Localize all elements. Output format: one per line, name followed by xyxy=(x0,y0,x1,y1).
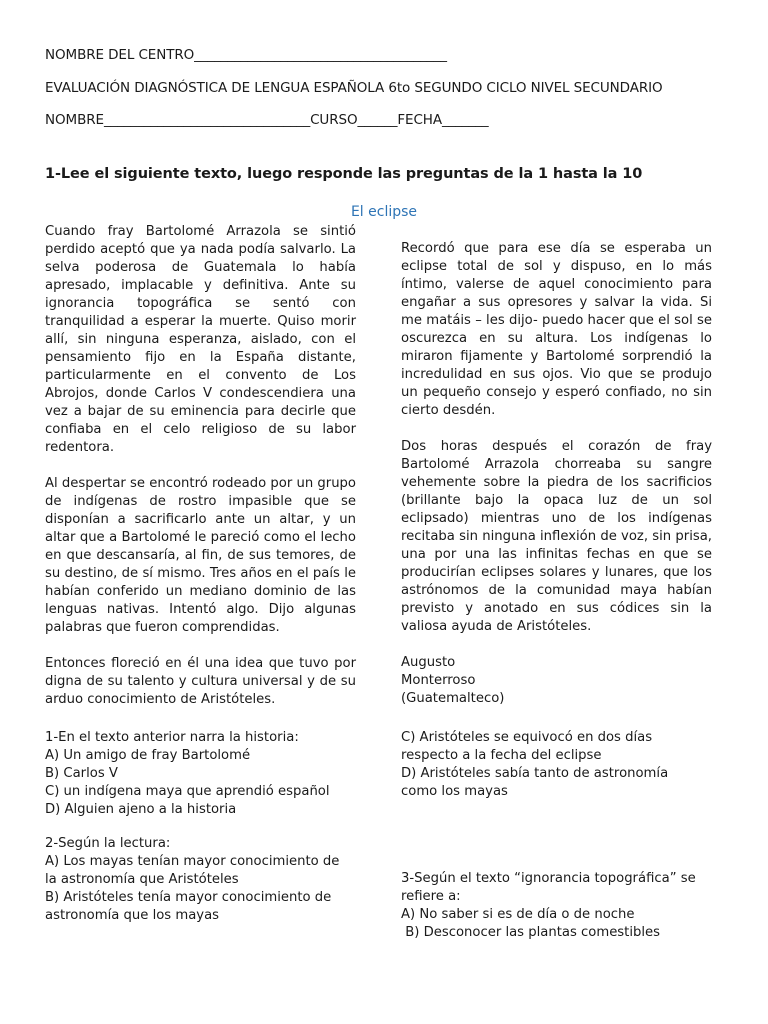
author-nationality: (Guatemalteco) xyxy=(401,691,505,706)
evaluation-title: EVALUACIÓN DIAGNÓSTICA DE LENGUA ESPAÑOLA 6to SEGUNDO CICLO NIVEL SECUNDARIO xyxy=(45,80,663,96)
answer-option: D) Alguien ajeno a la historia xyxy=(45,802,237,817)
answer-option: A) Los mayas tenían mayor conocimiento de xyxy=(45,854,340,869)
story-right-column xyxy=(401,240,712,708)
question-text: 2-Según la lectura: xyxy=(45,836,171,851)
answer-option-cont: la astronomía que Aristóteles xyxy=(45,872,239,887)
story-paragraph: Recordó que para ese día se esperaba un eclipse total de sol y dispuso, en lo más íntimo, valerse de aquel conocimiento para engañar a sus opresores y salvar la vida. Si me matáis – les dijo- puedo hacer que el sol se oscurezca en su altura. Los indígenas lo miraron fijamente y Bartolomé sorprendió la incredulidad en sus ojos. Vio que se produjo un pequeño consejo y esperó confiado, no sin cierto desdén. xyxy=(401,241,712,418)
question-1 xyxy=(45,729,330,819)
school-name-line: NOMBRE DEL CENTRO______________________________________ xyxy=(45,47,447,63)
question-3 xyxy=(401,870,696,942)
instruction-heading: 1-Lee el siguiente texto, luego responde las preguntas de la 1 hasta la 10 xyxy=(45,166,643,182)
answer-option: A) No saber si es de día o de noche xyxy=(401,907,635,922)
answer-option: A) Un amigo de fray Bartolomé xyxy=(45,748,251,763)
answer-option: B) Aristóteles tenía mayor conocimiento de xyxy=(45,890,332,905)
author-first-name: Augusto xyxy=(401,655,456,670)
answer-option: C) Aristóteles se equivocó en dos días xyxy=(401,730,653,745)
story-paragraph: Cuando fray Bartolomé Arrazola se sintió perdido aceptó que ya nada podía salvarlo. La selva poderosa de Guatemala lo había apresado, implacable y definitiva. Ante su ignorancia topográfica se sentó con tranquilidad a esperar la muerte. Quiso morir allí, sin ninguna esperanza, aislado, con el pensamiento fijo en la España distante, particularmente en el convento de Los Abrojos, donde Carlos V condescendiera una vez a bajar de su eminencia para decirle que confiaba en el celo religioso de su labor redentora. xyxy=(45,224,356,455)
student-info-line: NOMBRE_______________________________CURSO______FECHA_______ xyxy=(45,112,489,128)
question-text: 3-Según el texto “ignorancia topográfica” se xyxy=(401,871,696,886)
question-text-cont: refiere a: xyxy=(401,889,461,904)
story-left-column xyxy=(45,223,356,709)
question-2-continued xyxy=(401,729,668,801)
question-2 xyxy=(45,835,339,925)
answer-option-cont: respecto a la fecha del eclipse xyxy=(401,748,602,763)
question-text: 1-En el texto anterior narra la historia: xyxy=(45,730,299,745)
story-paragraph: Al despertar se encontró rodeado por un grupo de indígenas de rostro impasible que se disponían a sacrificarlo ante un altar, y un altar que a Bartolomé le pareció como el lecho en que descansaría, al fin, de sus temores, de su destino, de sí mismo. Tres años en el país le habían conferido un mediano dominio de las lenguas nativas. Intentó algo. Dijo algunas palabras que fueron comprendidas. xyxy=(45,476,356,635)
story-paragraph: Entonces floreció en él una idea que tuvo por digna de su talento y cultura universal y de su arduo conocimiento de Aristóteles. xyxy=(45,656,356,707)
answer-option: B) Desconocer las plantas comestibles xyxy=(401,925,661,940)
author-last-name: Monterroso xyxy=(401,673,476,688)
answer-option-cont: como los mayas xyxy=(401,784,508,799)
story-paragraph: Dos horas después el corazón de fray Bartolomé Arrazola chorreaba su sangre vehemente sobre la piedra de los sacrificios (brillante bajo la opaca luz de un sol eclipsado) mientras uno de los indígenas recitaba sin ninguna inflexión de voz, sin prisa, una por una las infinitas fechas en que se producirían eclipses solares y lunares, que los astrónomos de la comunidad maya habían previsto y anotado en sus códices sin la valiosa ayuda de Aristóteles. xyxy=(401,439,712,634)
answer-option: B) Carlos V xyxy=(45,766,118,781)
story-title: El eclipse xyxy=(350,204,418,220)
answer-option-cont: astronomía que los mayas xyxy=(45,908,220,923)
answer-option: D) Aristóteles sabía tanto de astronomía xyxy=(401,766,669,781)
author-block xyxy=(401,654,712,708)
answer-option: C) un indígena maya que aprendió español xyxy=(45,784,330,799)
